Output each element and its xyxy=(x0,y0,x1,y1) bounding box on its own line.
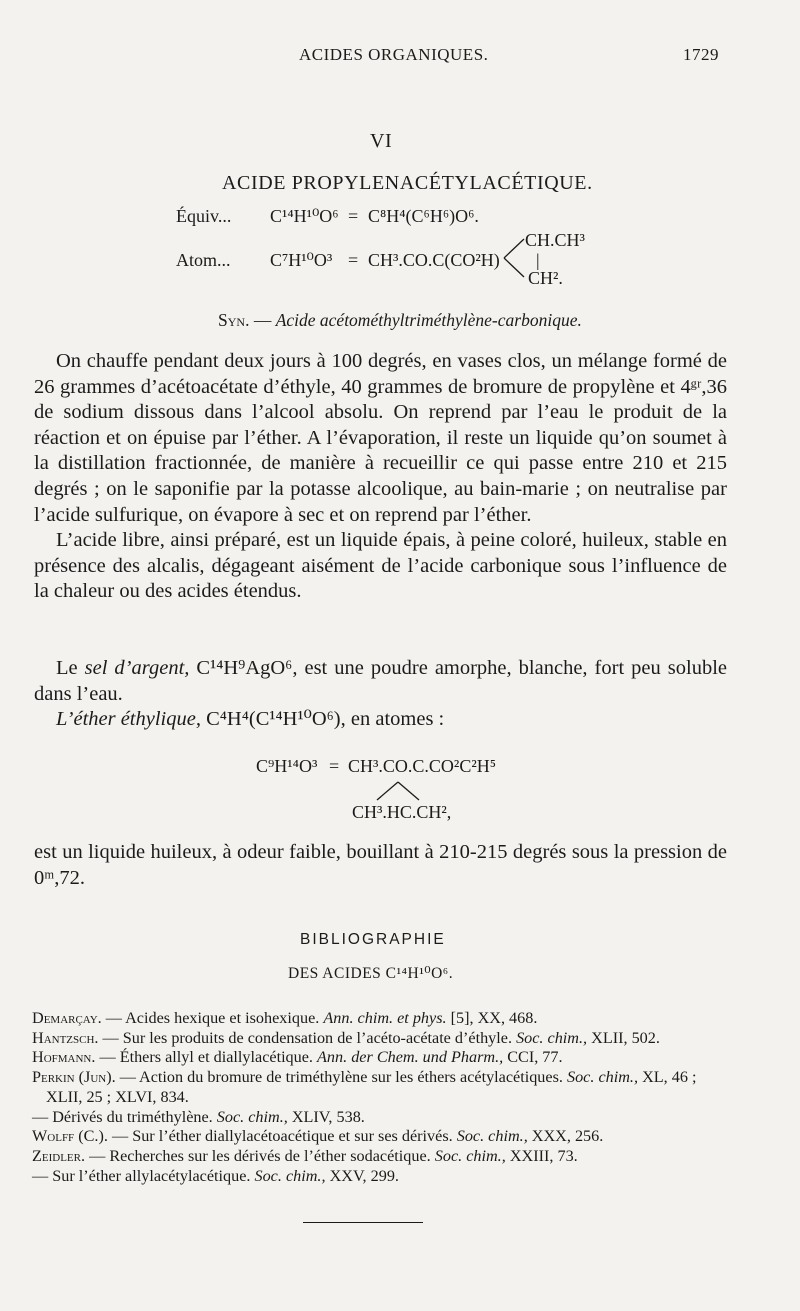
atom-branch-bottom: CH². xyxy=(528,268,563,288)
synonym-text: Acide acétométhyltriméthylène-carbonique. xyxy=(275,310,582,330)
ether-struct-left: C⁹H¹⁴O³ xyxy=(256,756,318,776)
bibliography-heading: BIBLIOGRAPHIE xyxy=(300,931,446,948)
bib-entry: — Sur l’éther allylacétylacétique. Soc. chim., XXV, 299. xyxy=(32,1166,399,1185)
ether-name: L’éther éthylique, xyxy=(56,708,201,730)
ether-description xyxy=(34,840,727,891)
silver-salt-paragraph xyxy=(34,656,727,707)
ether-intro-text: en atomes : xyxy=(350,708,445,730)
equiv-label: Équiv... xyxy=(176,206,232,226)
atom-formula-a: C⁷H¹⁰O³ xyxy=(270,250,333,270)
ether-intro xyxy=(34,707,727,733)
equiv-formula-a: C¹⁴H¹⁰O⁶ xyxy=(270,206,339,226)
atom-label: Atom... xyxy=(176,250,231,270)
body-paragraphs xyxy=(34,349,727,605)
ether-struct-equals: = xyxy=(329,756,340,776)
section-number: VI xyxy=(370,130,393,152)
synonym-label: Syn. xyxy=(218,310,250,330)
bib-entry: Zeidler. — Recherches sur les dérivés de l’éther sodacétique. Soc. chim., XXIII, 73. xyxy=(32,1146,578,1165)
atom-formula-b: CH³.CO.C(CO²H) xyxy=(368,250,500,270)
ether-struct-right: CH³.CO.C.CO²C²H⁵ xyxy=(348,756,496,776)
bib-entry: Hantzsch. — Sur les produits de condensation de l’acéto-acétate d’éthyle. Soc. chim., XLII, 502. xyxy=(32,1028,660,1047)
equiv-equals: = xyxy=(348,206,359,226)
atom-equals: = xyxy=(348,250,359,270)
paragraph-properties: L’acide libre, ainsi préparé, est un liquide épais, à peine coloré, huileux, stable en présence des alcalis, dégageant aisément de l’acide carbonique sous l’influence de la chaleur ou des acides étendus. xyxy=(34,529,727,603)
silver-salt-formula: C¹⁴H⁹AgO⁶, xyxy=(196,657,298,679)
ether-description-text: est un liquide huileux, à odeur faible, bouillant à 210-215 degrés sous la pression de 0ᵐ,72. xyxy=(34,841,727,889)
bibliography-list xyxy=(32,1009,732,1186)
silver-salt-name: sel d’argent, xyxy=(84,657,190,679)
ether-formula: C⁴H⁴(C¹⁴H¹⁰O⁶), xyxy=(206,708,346,730)
silver-salt-text: est une poudre amorphe, blanche, fort peu soluble dans l’eau. xyxy=(34,657,727,705)
atom-branch-top: CH.CH³ xyxy=(525,230,585,250)
atom-branch-mid: | xyxy=(536,250,540,270)
page-number: 1729 xyxy=(683,45,719,64)
bibliography-subheading: DES ACIDES C¹⁴H¹⁰O⁶. xyxy=(288,965,454,982)
equiv-formula-b: C⁸H⁴(C⁶H⁶)O⁶. xyxy=(368,206,479,226)
bib-entry: Wolff (C.). — Sur l’éther diallylacétoacétique et sur ses dérivés. Soc. chim., XXX, 256. xyxy=(32,1127,604,1146)
bib-entry: Hofmann. — Éthers allyl et diallylacétique. Ann. der Chem. und Pharm., CCI, 77. xyxy=(32,1048,563,1067)
ether-ring-bond-icon xyxy=(374,780,422,802)
closing-rule xyxy=(303,1222,423,1223)
section-title: ACIDE PROPYLENACÉTYLACÉTIQUE. xyxy=(222,172,593,194)
synonym-line xyxy=(218,310,582,331)
silver-salt-lead: Le xyxy=(56,657,78,679)
bib-entry: Perkin (Jun). — Action du bromure de triméthylène sur les éthers acétylacétiques. Soc. chim., XL, 46 ; XLII, 25 ; XLVI, 834. xyxy=(32,1068,697,1106)
bib-entry: Demarçay. — Acides hexique et isohexique. Ann. chim. et phys. [5], XX, 468. xyxy=(32,1009,538,1027)
paragraph-preparation: On chauffe pendant deux jours à 100 degrés, en vases clos, un mélange formé de 26 grammes d’acétoacétate d’éthyle, 40 grammes de bromure de propylène et 4ᵍʳ,36 de sodium dissous dans l’alcool absolu. On reprend par l’eau le produit de la réaction et on épuise par l’éther. A l’évaporation, il reste un liquide qu’on soumet à la distillation fractionnée, de manière à recueillir ce qui passe entre 210 et 215 degrés ; on le saponifie par la potasse alcoolique, au bain-marie ; on neutralise par l’acide sulfurique, on évapore à sec et on reprend par l’éther. xyxy=(34,350,727,526)
bib-entry: — Dérivés du triméthylène. Soc. chim., XLIV, 538. xyxy=(32,1107,365,1126)
synonym-dash: — xyxy=(253,310,272,330)
running-header-title: ACIDES ORGANIQUES. xyxy=(299,45,489,64)
cyclopropane-bracket-icon xyxy=(502,236,526,280)
ether-struct-bottom: CH³.HC.CH², xyxy=(352,802,452,822)
